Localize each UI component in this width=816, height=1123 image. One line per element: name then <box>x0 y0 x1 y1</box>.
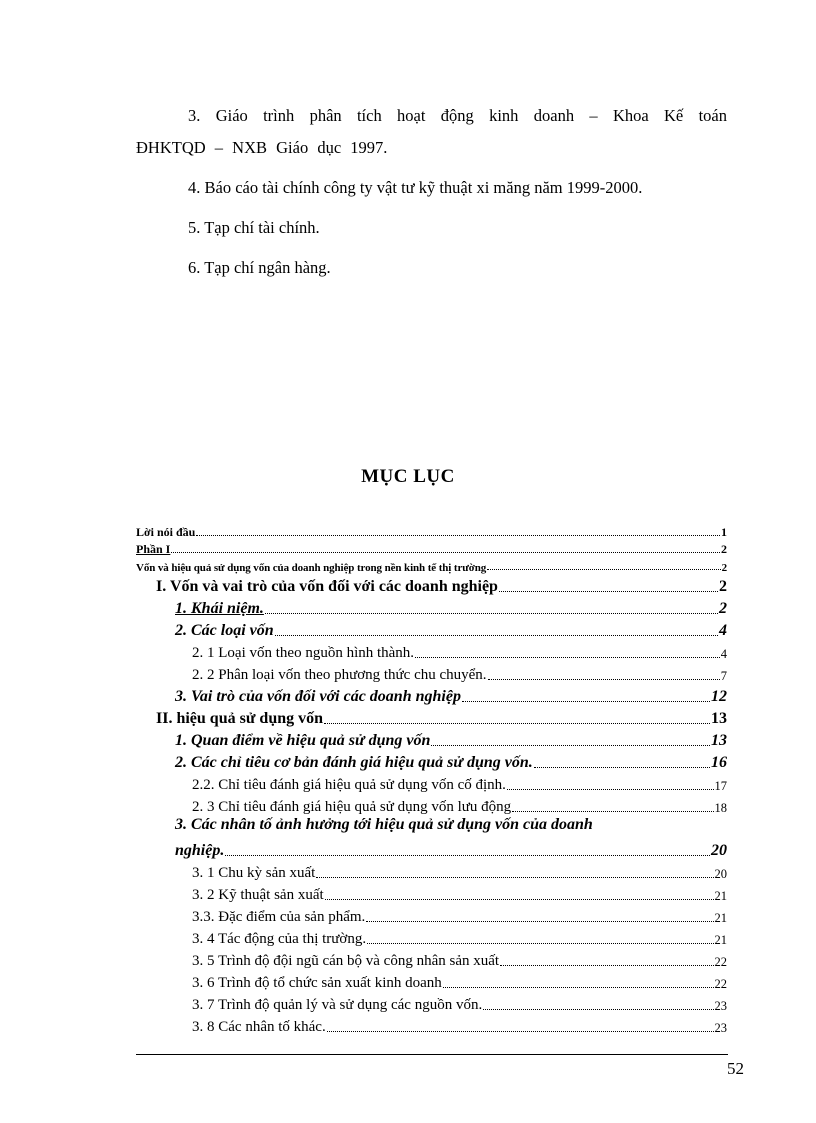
toc-leader <box>275 635 718 636</box>
toc-leader <box>225 855 710 856</box>
toc-leader <box>512 811 713 812</box>
toc-entry[interactable] <box>136 596 727 618</box>
toc-entry[interactable] <box>136 684 727 706</box>
toc-entry-page: 4 <box>720 647 727 661</box>
toc-entry-text: 3. Vai trò của vốn đối với các doanh nghiệp <box>175 688 461 705</box>
toc-entry-page: 23 <box>714 999 727 1013</box>
toc-entry[interactable] <box>136 640 727 662</box>
page-number: 52 <box>727 1059 744 1078</box>
toc-leader <box>325 899 714 900</box>
toc-entry-page: 2 <box>719 600 727 617</box>
toc-entry-text: 2. Các loại vốn <box>175 622 274 639</box>
toc-leader <box>500 965 713 966</box>
toc-entry[interactable] <box>136 706 727 728</box>
toc-entry-text: 2. Các chỉ tiêu cơ bản đánh giá hiệu quả sử dụng vốn. <box>175 754 533 771</box>
toc-entry-text: 2. 1 Loại vốn theo nguồn hình thành. <box>192 645 415 661</box>
toc-entry-page: 20 <box>714 867 727 881</box>
toc-entry-text: 1. Quan điểm về hiệu quả sử dụng vốn <box>175 732 431 749</box>
toc-leader <box>367 943 713 944</box>
toc-entry-page: 7 <box>720 669 727 683</box>
toc-title: MỤC LỤC <box>361 466 455 487</box>
toc-leader <box>534 767 710 768</box>
toc-entry[interactable] <box>136 618 727 640</box>
toc-leader <box>196 535 720 536</box>
toc-entry[interactable] <box>136 970 727 992</box>
table-of-contents <box>136 523 727 1036</box>
toc-leader <box>327 1031 714 1032</box>
toc-entry-text: Phần I <box>136 542 171 556</box>
toc-entry-text: 3. 2 Kỹ thuật sản xuất <box>192 887 324 903</box>
toc-entry-page: 18 <box>714 801 727 815</box>
toc-entry-text: 2. 3 Chỉ tiêu đánh giá hiệu quả sử dụng vốn lưu động <box>192 799 512 815</box>
toc-entry-text: Lời nói đầu <box>136 525 196 539</box>
toc-entry-page: 2 <box>719 578 727 595</box>
reference-item: 3. Giáo trình phân tích hoạt động kinh doanh – Khoa Kế toán ĐHKTQD – NXB Giáo dục 1997. <box>136 106 727 157</box>
footer-divider <box>136 1054 728 1055</box>
toc-entry-page: 23 <box>714 1021 727 1035</box>
toc-entry-text: 2.2. Chỉ tiêu đánh giá hiệu quả sử dụng vốn cố định. <box>192 777 506 793</box>
toc-entry-page: 17 <box>714 779 727 793</box>
toc-entry[interactable] <box>136 992 727 1014</box>
toc-entry-text: 3. 1 Chu kỳ sản xuất <box>192 865 316 881</box>
toc-entry-page: 16 <box>711 754 727 771</box>
toc-leader <box>316 877 713 878</box>
toc-leader <box>366 921 713 922</box>
toc-entry-page: 12 <box>711 688 727 705</box>
reference-list <box>136 100 727 292</box>
toc-entry-page: 21 <box>714 889 727 903</box>
toc-entry-text: 3. 5 Trình độ đội ngũ cán bộ và công nhân sản xuất <box>192 953 500 969</box>
toc-entry-page: 4 <box>719 622 727 639</box>
toc-entry-text: II. hiệu quả sử dụng vốn <box>156 710 324 727</box>
toc-entry[interactable] <box>136 574 727 596</box>
toc-entry[interactable] <box>136 540 727 557</box>
toc-entry-page: 13 <box>711 710 727 727</box>
toc-leader <box>487 569 720 570</box>
toc-leader <box>265 613 718 614</box>
toc-entry-text: 3. 4 Tác động của thị trường. <box>192 931 367 947</box>
toc-leader <box>415 657 720 658</box>
toc-leader <box>488 679 720 680</box>
toc-entry[interactable] <box>136 557 727 574</box>
toc-entry[interactable] <box>136 926 727 948</box>
toc-leader <box>507 789 714 790</box>
toc-leader <box>443 987 714 988</box>
toc-entry[interactable] <box>136 948 727 970</box>
toc-entry-text[interactable]: 3. Các nhân tố ảnh hưởng tới hiệu quả sử dụng vốn của doanh <box>175 816 593 833</box>
toc-leader <box>171 552 720 553</box>
toc-entry[interactable] <box>136 523 727 540</box>
toc-entry-text: 3. 8 Các nhân tố khác. <box>192 1019 326 1035</box>
toc-entry[interactable] <box>136 904 727 926</box>
toc-entry-page: 2 <box>721 562 727 574</box>
toc-entry-page: 20 <box>711 842 727 859</box>
toc-entry-page: 13 <box>711 732 727 749</box>
toc-entry-page: 22 <box>714 977 727 991</box>
toc-entry-text: nghiệp. <box>175 842 225 859</box>
reference-item: 6. Tạp chí ngân hàng. <box>188 258 331 277</box>
toc-entry-text: 3. 6 Trình độ tổ chức sản xuất kinh doanh <box>192 975 442 991</box>
toc-entry-text: 1. Khái niệm. <box>175 600 264 617</box>
toc-entry[interactable] <box>136 860 727 882</box>
toc-entry[interactable] <box>136 750 727 772</box>
toc-entry-text: 2. 2 Phân loại vốn theo phương thức chu chuyển. <box>192 667 487 683</box>
toc-entry-text: 3. 7 Trình độ quản lý và sử dụng các nguồn vốn. <box>192 997 483 1013</box>
toc-entry[interactable] <box>136 838 727 860</box>
toc-entry-text: 3.3. Đặc điểm của sản phẩm. <box>192 909 366 925</box>
toc-entry-page: 2 <box>721 542 727 556</box>
toc-entry-page: 1 <box>721 525 727 539</box>
toc-entry[interactable] <box>136 882 727 904</box>
toc-entry-page: 22 <box>714 955 727 969</box>
toc-leader <box>462 701 710 702</box>
toc-entry-page: 21 <box>714 933 727 947</box>
reference-item: 4. Báo cáo tài chính công ty vật tư kỹ thuật xi măng năm 1999-2000. <box>188 178 643 197</box>
toc-entry[interactable] <box>136 1014 727 1036</box>
toc-leader <box>483 1009 713 1010</box>
toc-entry-page: 21 <box>714 911 727 925</box>
toc-entry-text: I. Vốn và vai trò của vốn đối với các doanh nghiệp <box>156 578 498 595</box>
toc-entry[interactable] <box>136 772 727 794</box>
toc-leader <box>431 745 710 746</box>
toc-entry[interactable] <box>136 662 727 684</box>
toc-entry[interactable] <box>136 794 727 816</box>
toc-entry[interactable] <box>136 728 727 750</box>
reference-item: 5. Tạp chí tài chính. <box>188 218 320 237</box>
toc-entry-text: Vốn và hiệu quả sử dụng vốn của doanh nghiệp trong nền kinh tế thị trường <box>136 562 487 574</box>
toc-leader <box>499 591 718 592</box>
toc-leader <box>324 723 710 724</box>
